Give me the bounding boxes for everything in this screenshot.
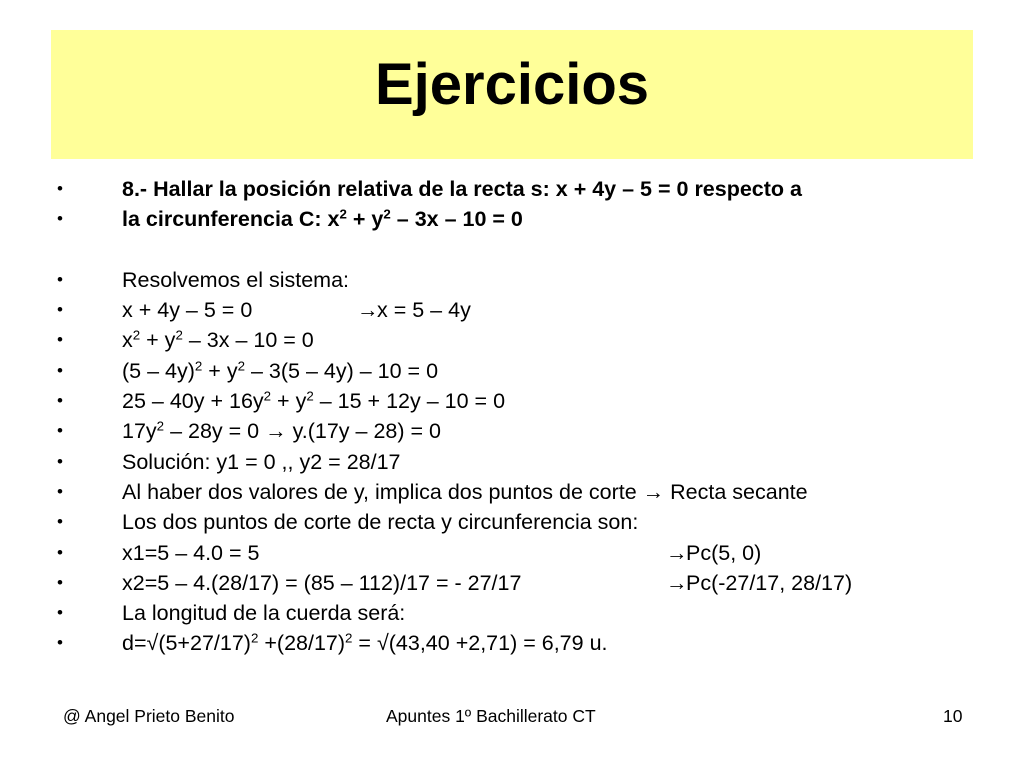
arrow-right-icon: → bbox=[666, 570, 688, 595]
bullet-icon: • bbox=[57, 360, 63, 380]
bullet-icon: • bbox=[57, 633, 63, 653]
arrow-right-icon: → bbox=[642, 479, 665, 504]
bullet-icon: • bbox=[57, 421, 63, 441]
bullet-list bbox=[0, 174, 1024, 659]
equation-line: $25 - 40y + 16y^2 + y^2 - 15 + 12y - 10 = 0$ bbox=[122, 388, 506, 414]
bullet-icon: • bbox=[57, 179, 63, 198]
list-item bbox=[0, 447, 1024, 477]
bullet-icon: • bbox=[57, 451, 63, 471]
equation-line: x = 5 – 4y bbox=[377, 298, 471, 323]
bullet-icon: • bbox=[57, 481, 63, 501]
solution-text: Solución: y1 = 0 ,, y2 = 28/17 bbox=[122, 449, 401, 474]
conclusion-text: Al haber dos valores de y, implica dos puntos de corte → Recta secante bbox=[122, 479, 808, 504]
list-item bbox=[0, 507, 1024, 537]
point-label: Pc(-27/17, 28/17) bbox=[686, 570, 853, 595]
equation-line: x + 4y – 5 = 0 bbox=[122, 298, 253, 323]
circle-equation: la circunferencia C: $x^2 + y^2 - 3x - 10 = 0$ bbox=[122, 206, 523, 232]
footer-page-number: 10 bbox=[943, 706, 963, 726]
bullet-icon: • bbox=[57, 542, 63, 562]
arrow-right-icon: → bbox=[265, 419, 287, 444]
equation-line: $(5 - 4y)^2 + y^2 - 3(5 - 4y) - 10 = 0$ bbox=[122, 358, 439, 383]
list-item bbox=[0, 295, 1024, 325]
bullet-icon: • bbox=[57, 572, 63, 592]
equation-line: $d=√(5+27/17)^2 +(28/17)^2 = √(43,40 +2,71) = 6,79$ u. bbox=[122, 631, 608, 656]
spacer bbox=[0, 235, 1024, 265]
list-item bbox=[0, 174, 1024, 204]
bullet-icon: • bbox=[57, 603, 63, 623]
list-item bbox=[0, 477, 1024, 507]
footer-author: @ Angel Prieto Benito bbox=[63, 706, 235, 726]
bullet-icon: • bbox=[57, 300, 63, 320]
step-text: Los dos puntos de corte de recta y circunferencia son: bbox=[122, 510, 639, 535]
step-text: La longitud de la cuerda será: bbox=[122, 601, 406, 626]
bullet-icon: • bbox=[57, 512, 63, 532]
footer-course: Apuntes 1º Bachillerato CT bbox=[386, 706, 596, 726]
equation-line: x1=5 – 4.0 = 5 bbox=[122, 540, 260, 565]
list-item bbox=[0, 265, 1024, 295]
list-item bbox=[0, 416, 1024, 446]
bullet-icon: • bbox=[57, 391, 63, 411]
bullet-icon: • bbox=[57, 209, 63, 229]
list-item bbox=[0, 386, 1024, 416]
list-item bbox=[0, 628, 1024, 658]
list-item bbox=[0, 356, 1024, 386]
bullet-icon: • bbox=[57, 330, 63, 350]
list-item bbox=[0, 204, 1024, 234]
exercise-statement: 8.- Hallar la posición relativa de la recta s: x + 4y – 5 = 0 respecto a bbox=[122, 177, 802, 201]
arrow-right-icon: → bbox=[666, 540, 688, 565]
list-item bbox=[0, 598, 1024, 628]
step-text: Resolvemos el sistema: bbox=[122, 267, 350, 292]
list-item bbox=[0, 568, 1024, 598]
slide-title: Ejercicios bbox=[374, 52, 650, 117]
equation-line: $17y^2 - 28y = 0 \to y.(17y - 28) = 0$ bbox=[122, 419, 441, 444]
arrow-right-icon: → bbox=[357, 298, 379, 323]
point-label: Pc(5, 0) bbox=[686, 540, 762, 565]
equation-line: x2=5 – 4.(28/17) = (85 – 112)/17 = - 27/17 bbox=[122, 570, 522, 595]
bullet-icon: • bbox=[57, 269, 63, 289]
list-item bbox=[0, 538, 1024, 568]
equation-line: $x^2 + y^2 - 3x - 10 = 0$ bbox=[122, 328, 314, 353]
list-item bbox=[0, 325, 1024, 355]
